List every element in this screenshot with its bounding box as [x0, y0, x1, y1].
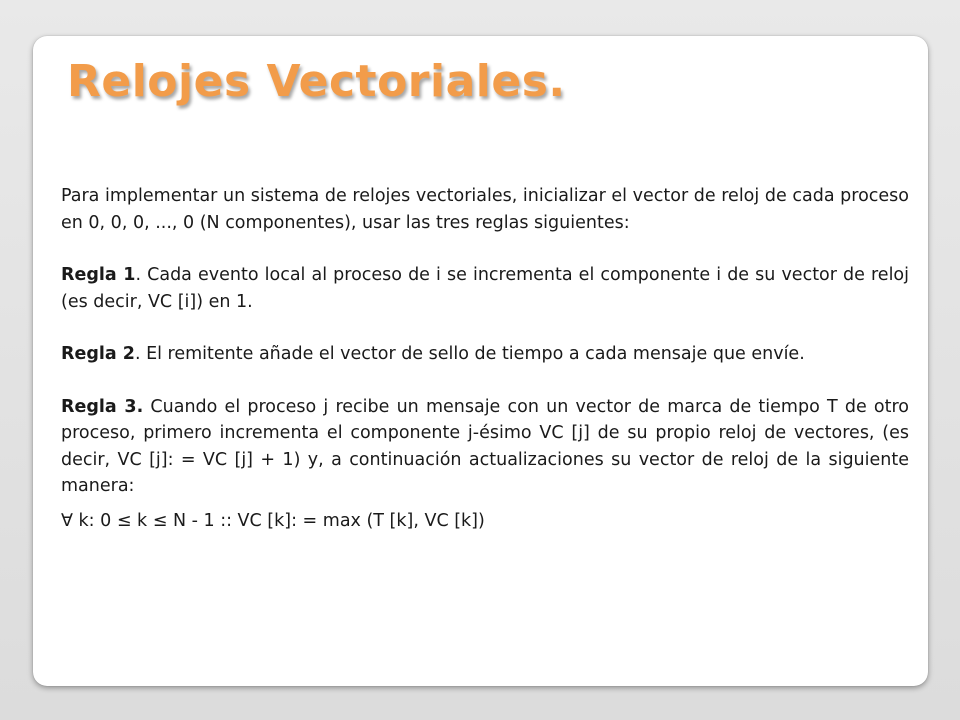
- slide-title: Relojes Vectoriales.: [67, 56, 566, 107]
- rule-2-label: Regla 2: [61, 344, 135, 364]
- slide-body: [61, 183, 909, 534]
- rule-3-label: Regla 3.: [61, 396, 144, 417]
- rule-3-text: Cuando el proceso j recibe un mensaje con un vector de marca de tiempo T de otro proceso, primero incrementa el componente j-ésimo VC [j] de su propio reloj de vectores, (es decir, VC [j]: = VC [j] + 1) y, a continuación actualizaciones su vector de reloj de la siguiente manera:: [61, 396, 909, 496]
- rule-1-paragraph: [61, 262, 909, 315]
- intro-paragraph: Para implementar un sistema de relojes vectoriales, inicializar el vector de reloj de cada proceso en 0, 0, 0, ..., 0 (N componentes), usar las tres reglas siguientes:: [61, 186, 909, 233]
- rule-1-text: . Cada evento local al proceso de i se incrementa el componente i de su vector de reloj (es decir, VC [i]) en 1.: [61, 265, 910, 312]
- rule-1-label: Regla 1: [61, 265, 136, 285]
- rule-2-paragraph: [61, 341, 909, 368]
- rule-3-paragraph: [61, 394, 909, 500]
- rule-2-text: . El remitente añade el vector de sello de tiempo a cada mensaje que envíe.: [134, 344, 805, 364]
- formula-line: ∀ k: 0 ≤ k ≤ N - 1 :: VC [k]: = max (T [k], VC [k]): [61, 510, 485, 531]
